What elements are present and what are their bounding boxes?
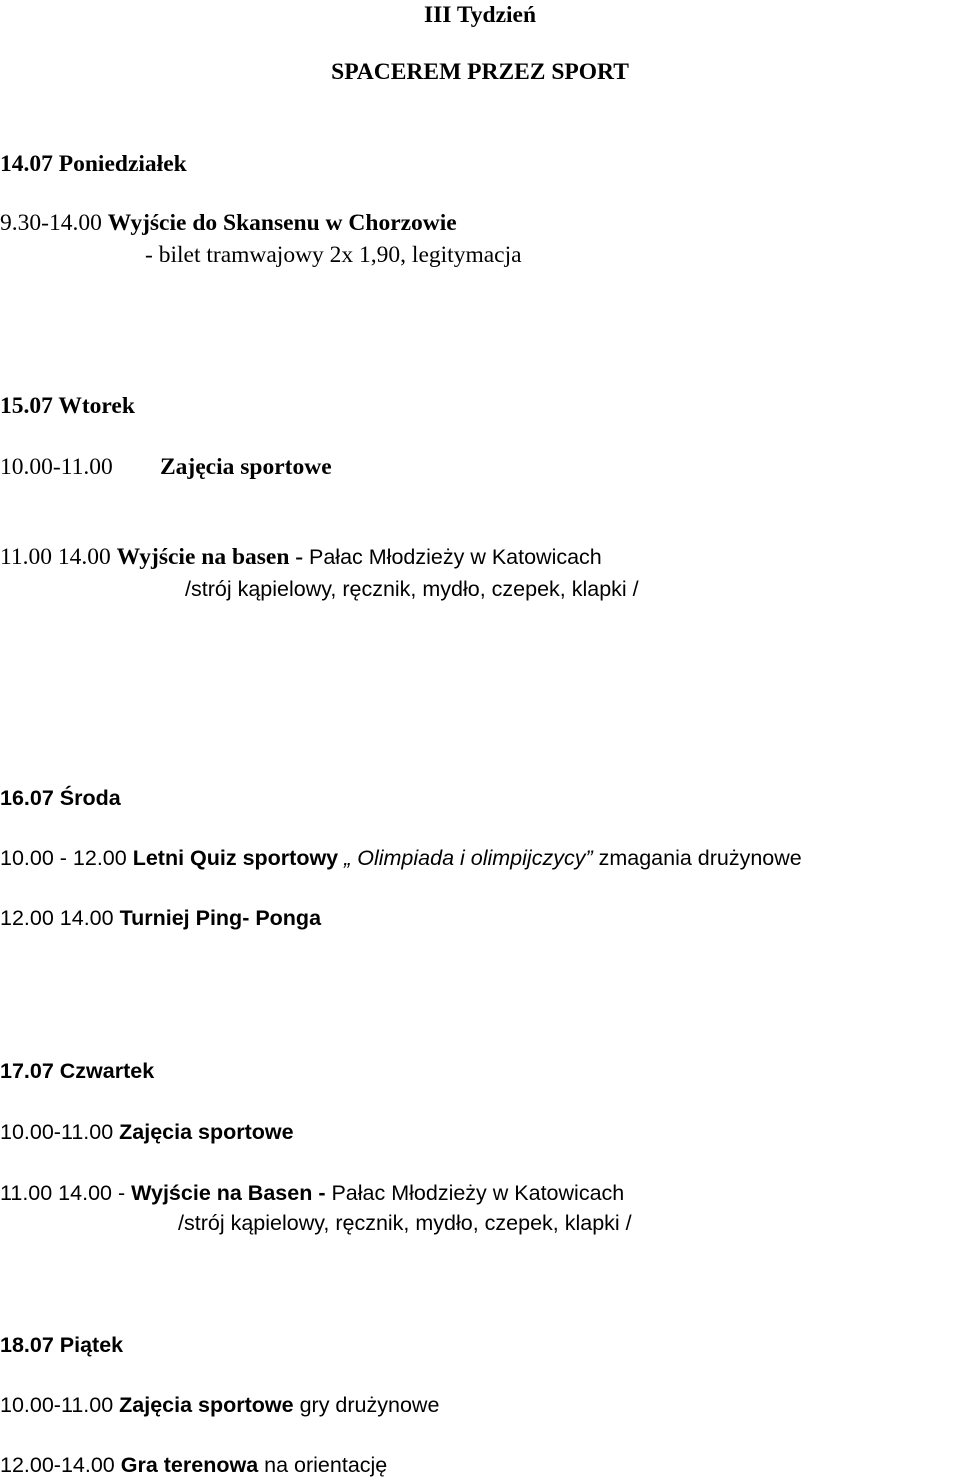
theme-title: SPACEREM PRZEZ SPORT (331, 59, 629, 85)
event-desc: na orientację (258, 1453, 388, 1477)
day-tuesday: 15.07 Wtorek (0, 393, 135, 419)
day-wednesday: 16.07 Środa (0, 786, 121, 810)
event-time: 10.00-11.00 (0, 1393, 120, 1417)
event-time: 10.00 - 12.00 (0, 846, 133, 870)
thursday-event-1 (0, 1117, 294, 1147)
event-title: Wyjście na basen (116, 544, 290, 570)
friday-event-1 (0, 1390, 439, 1420)
event-quote: „ Olimpiada i olimpijczycy” (344, 846, 593, 870)
event-title: Gra terenowa (120, 1453, 259, 1477)
event-time: 10.00-11.00 (0, 454, 113, 480)
event-separator: - (289, 544, 309, 570)
tuesday-event-1 (0, 452, 113, 482)
event-title: Turniej Ping- Ponga (119, 906, 322, 930)
monday-event-1-note: - bilet tramwajowy 2x 1,90, legitymacja (145, 242, 522, 268)
event-place: Pałac Młodzieży w Katowicach (331, 1181, 625, 1205)
event-title: Zajęcia sportowe (119, 1120, 294, 1144)
event-separator: - (318, 1181, 332, 1205)
tuesday-event-2-note: /strój kąpielowy, ręcznik, mydło, czepek, klapki / (185, 577, 639, 601)
event-title: Letni Quiz sportowy (132, 846, 345, 870)
event-time: 9.30-14.00 (0, 210, 108, 236)
event-title: Wyjście na Basen (131, 1181, 319, 1205)
event-time: 12.00-14.00 (0, 1453, 121, 1477)
event-time: 11.00 14.00 (0, 544, 117, 570)
event-time: 12.00 14.00 (0, 906, 120, 930)
event-time: 11.00 14.00 - (0, 1181, 132, 1205)
thursday-event-2 (0, 1178, 624, 1208)
event-place: Pałac Młodzieży w Katowicach (309, 545, 602, 569)
day-friday: 18.07 Piątek (0, 1333, 124, 1357)
tuesday-event-1-title: Zajęcia sportowe (160, 454, 332, 480)
event-desc: zmagania drużynowe (592, 846, 802, 870)
tuesday-event-2 (0, 542, 602, 572)
thursday-event-2-note: /strój kąpielowy, ręcznik, mydło, czepek, klapki / (178, 1211, 632, 1235)
wednesday-event-1 (0, 843, 802, 873)
day-monday: 14.07 Poniedziałek (0, 151, 187, 177)
friday-event-2 (0, 1450, 387, 1480)
event-desc: gry drużynowe (293, 1393, 440, 1417)
wednesday-event-2 (0, 903, 321, 933)
event-time: 10.00-11.00 (0, 1120, 120, 1144)
event-title: Zajęcia sportowe (119, 1393, 294, 1417)
day-thursday: 17.07 Czwartek (0, 1059, 155, 1083)
event-title: Wyjście do Skansenu w Chorzowie (107, 210, 457, 236)
week-title: III Tydzień (423, 2, 537, 28)
monday-event-1 (0, 208, 457, 238)
